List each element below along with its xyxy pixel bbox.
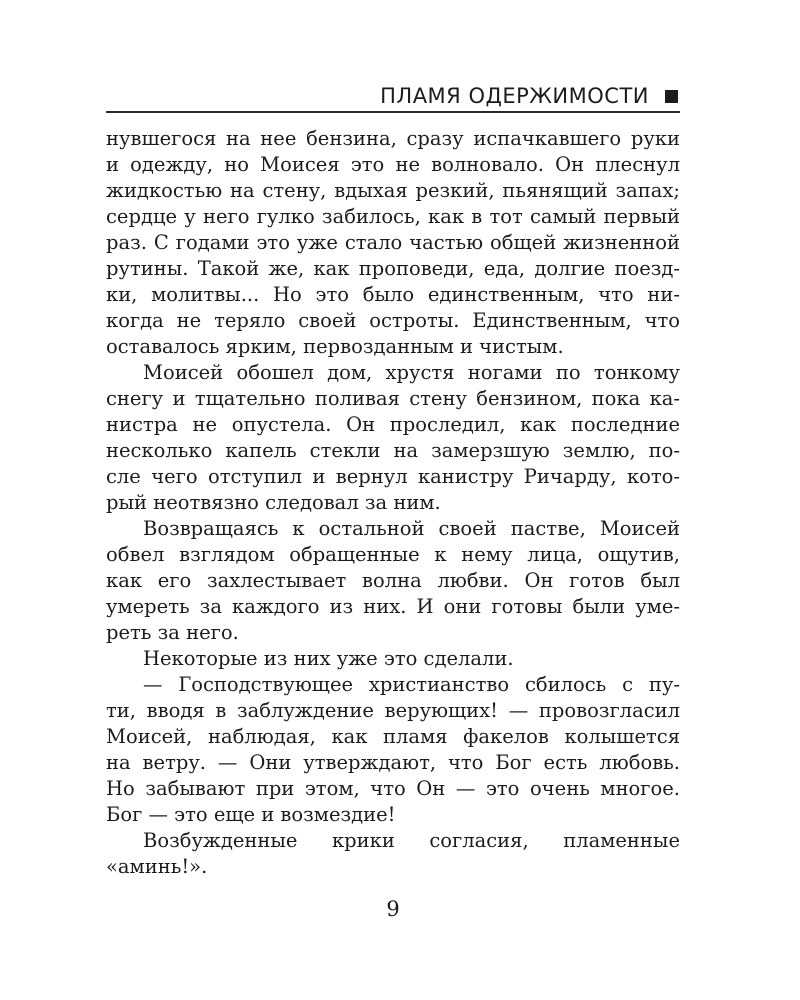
text-line: умереть за каждого из них. И они готовы были уме-	[106, 595, 680, 618]
text-line: несколько капель стекли на замерзшую землю, по-	[106, 439, 680, 462]
text-line: рутины. Такой же, как проповеди, еда, долгие поезд-	[106, 257, 680, 280]
text-line: сердце у него гулко забилось, как в тот самый первый	[106, 205, 680, 228]
text-line: обвел взглядом обращенные к нему лица, ощутив,	[106, 543, 680, 566]
text-line: рый неотвязно следовал за ним.	[106, 491, 441, 514]
text-line: когда не теряло своей остроты. Единственным, что	[106, 309, 680, 332]
running-header	[106, 84, 680, 108]
text-line: на ветру. — Они утверждают, что Бог есть любовь.	[106, 751, 680, 774]
text-line: реть за него.	[106, 621, 239, 644]
text-line: — Господствующее христианство сбилось с пу-	[143, 673, 680, 696]
text-line: ти, вводя в заблуждение верующих! — провозгласил	[106, 699, 680, 722]
text-line: Моисей обошел дом, хрустя ногами по тонкому	[143, 361, 680, 384]
text-line: снегу и тщательно поливая стену бензином, пока ка-	[106, 387, 680, 410]
text-line: и одежду, но Моисея это не волновало. Он плеснул	[106, 153, 680, 176]
square-ornament-icon	[665, 90, 678, 103]
text-line: сле чего отступил и вернул канистру Ричарду, кото-	[106, 465, 680, 488]
text-line: Моисей, наблюдая, как пламя факелов колышется	[106, 725, 680, 748]
text-line: Некоторые из них уже это сделали.	[143, 647, 514, 670]
text-line: жидкостью на стену, вдыхая резкий, пьянящий запах;	[106, 179, 680, 202]
text-line: ки, молитвы... Но это было единственным, что ни-	[106, 283, 680, 306]
running-title: ПЛАМЯ ОДЕРЖИМОСТИ	[380, 84, 649, 108]
text-line: нувшегося на нее бензина, сразу испачкавшего руки	[106, 127, 680, 150]
text-line: Бог — это еще и возмездие!	[106, 803, 396, 826]
text-line: как его захлестывает волна любви. Он готов был	[106, 569, 680, 592]
text-line: Возбужденные крики согласия, пламенные	[143, 829, 680, 852]
header-rule	[106, 111, 680, 113]
text-line: Возвращаясь к остальной своей пастве, Моисей	[143, 517, 680, 540]
page-number: 9	[386, 897, 400, 921]
body-text	[106, 126, 680, 880]
text-line: оставалось ярким, первозданным и чистым.	[106, 335, 564, 358]
text-line: раз. С годами это уже стало частью общей жизненной	[106, 231, 680, 254]
text-line: нистра не опустела. Он проследил, как последние	[106, 413, 680, 436]
text-line: «аминь!».	[106, 855, 208, 878]
text-line: Но забывают при этом, что Он — это очень многое.	[106, 777, 680, 800]
